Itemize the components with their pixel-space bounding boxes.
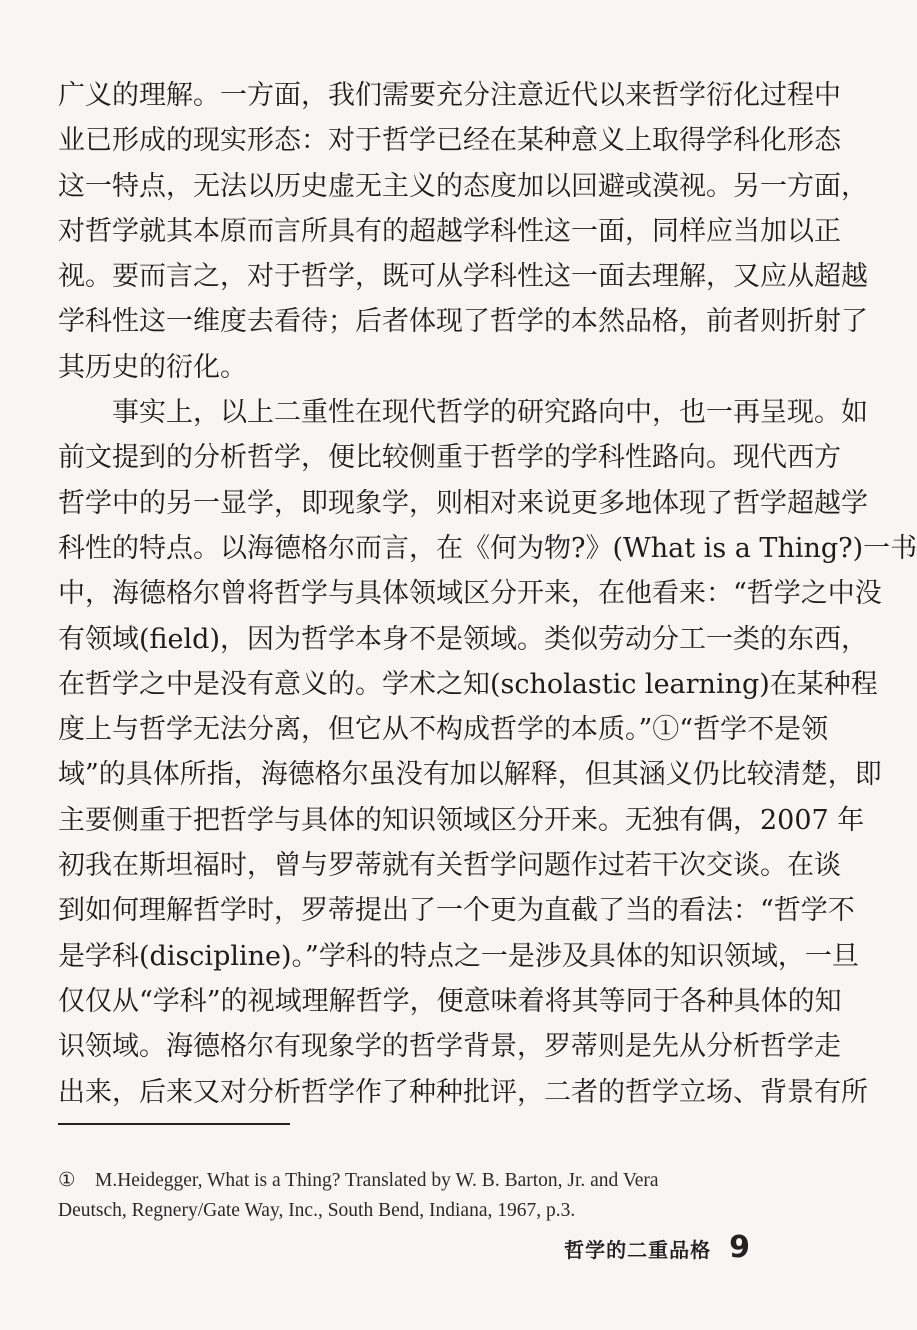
page-number: 9 bbox=[729, 1230, 750, 1265]
footnote bbox=[58, 1166, 748, 1226]
text-line: 科性的特点。以海德格尔而言，在《何为物?》(What is a Thing?)一书 bbox=[58, 532, 917, 564]
text-line: 在哲学之中是没有意义的。学术之知(scholastic learning)在某种程 bbox=[58, 668, 878, 700]
text-line: 前文提到的分析哲学，便比较侧重于哲学的学科性路向。现代西方 bbox=[58, 442, 841, 474]
text-line: 出来，后来又对分析哲学作了种种批评，二者的哲学立场、背景有所 bbox=[58, 1076, 868, 1108]
running-title: 哲学的二重品格 bbox=[564, 1238, 712, 1262]
text-line: 其历史的衍化。 bbox=[58, 351, 247, 383]
text-line: 到如何理解哲学时，罗蒂提出了一个更为直截了当的看法：“哲学不 bbox=[58, 895, 855, 927]
text-line: 是学科(discipline)。”学科的特点之一是涉及具体的知识领域，一旦 bbox=[58, 940, 859, 972]
text-line: 度上与哲学无法分离，但它从不构成哲学的本质。”①“哲学不是领 bbox=[58, 714, 829, 746]
text-line: 主要侧重于把哲学与具体的知识领域区分开来。无独有偶，2007 年 bbox=[58, 804, 865, 836]
page-footer bbox=[564, 1230, 750, 1265]
footnote-line: ① M.Heidegger, What is a Thing? Translated by W. B. Barton, Jr. and Vera bbox=[58, 1170, 659, 1191]
text-line: 这一特点，无法以历史虚无主义的态度加以回避或漠视。另一方面， bbox=[58, 170, 868, 202]
text-line: 视。要而言之，对于哲学，既可从学科性这一面去理解，又应从超越 bbox=[58, 261, 868, 293]
text-line: 业已形成的现实形态：对于哲学已经在某种意义上取得学科化形态 bbox=[58, 125, 841, 157]
text-line: 事实上，以上二重性在现代哲学的研究路向中，也一再呈现。如 bbox=[58, 397, 868, 429]
text-line: 域”的具体所指，海德格尔虽没有加以解释，但其涵义仍比较清楚，即 bbox=[58, 759, 882, 791]
footnote-line: Deutsch, Regnery/Gate Way, Inc., South Bend, Indiana, 1967, p.3. bbox=[58, 1200, 576, 1221]
text-line: 对哲学就其本原而言所具有的超越学科性这一面，同样应当加以正 bbox=[58, 215, 841, 247]
body-text bbox=[58, 73, 917, 1115]
text-line: 仅仅从“学科”的视域理解哲学，便意味着将其等同于各种具体的知 bbox=[58, 985, 842, 1017]
footnote-divider bbox=[58, 1123, 290, 1125]
text-line: 初我在斯坦福时，曾与罗蒂就有关哲学问题作过若干次交谈。在谈 bbox=[58, 850, 841, 882]
text-line: 识领域。海德格尔有现象学的哲学背景，罗蒂则是先从分析哲学走 bbox=[58, 1031, 841, 1063]
text-line: 有领域(field)，因为哲学本身不是领域。类似劳动分工一类的东西， bbox=[58, 623, 868, 655]
text-line: 中，海德格尔曾将哲学与具体领域区分开来，在他看来：“哲学之中没 bbox=[58, 578, 882, 610]
text-line: 学科性这一维度去看待；后者体现了哲学的本然品格，前者则折射了 bbox=[58, 306, 868, 338]
text-line: 哲学中的另一显学，即现象学，则相对来说更多地体现了哲学超越学 bbox=[58, 487, 868, 519]
text-line: 广义的理解。一方面，我们需要充分注意近代以来哲学衍化过程中 bbox=[58, 80, 841, 111]
